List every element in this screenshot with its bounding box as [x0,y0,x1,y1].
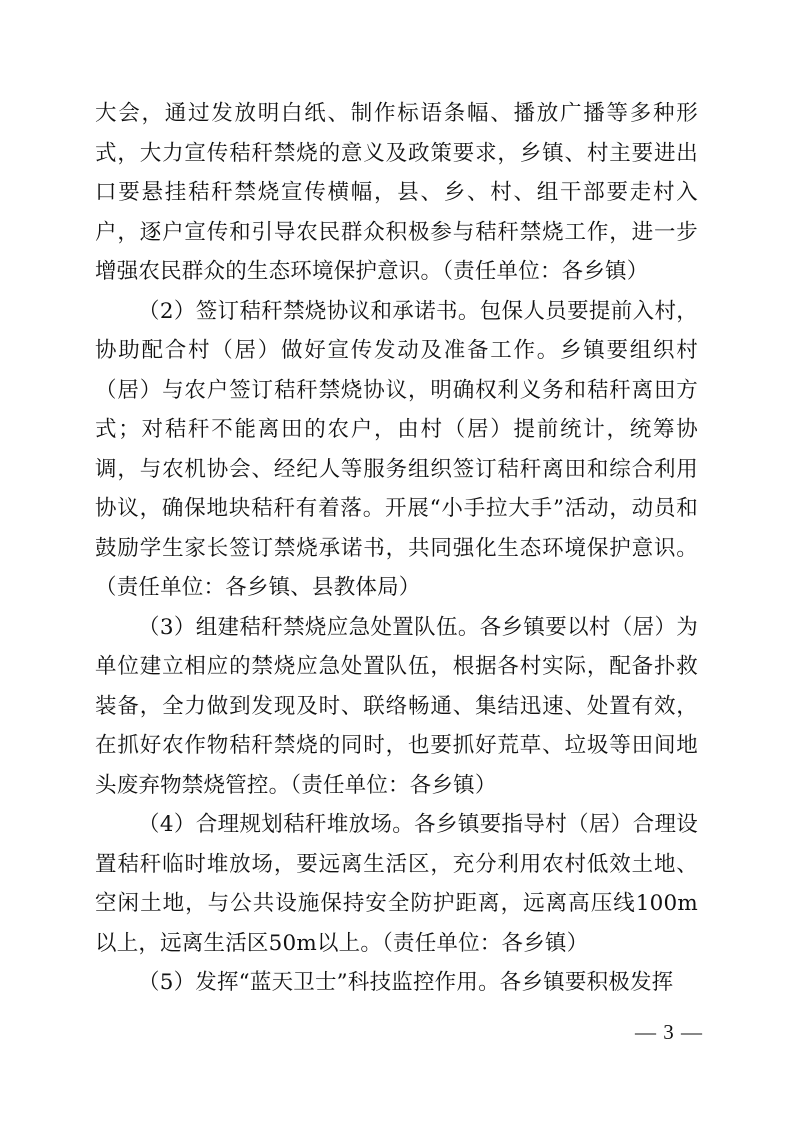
paragraph-continued: 大会，通过发放明白纸、制作标语条幅、播放广播等多种形式，大力宣传秸秆禁烧的意义及政策要求，乡镇、村主要进出口要悬挂秸秆禁烧宣传横幅，县、乡、村、组干部要走村入户，逐户宣传和引导农民群众积极参与秸秆禁烧工作，进一步增强农民群众的生态环境保护意识。（责任单位：各乡镇） [95,101,698,284]
paragraph-item-3: （3）组建秸秆禁烧应急处置队伍。各乡镇要以村（居）为单位建立相应的禁烧应急处置队伍，根据各村实际，配备扑救装备，全力做到发现及时、联络畅通、集结迅速、处置有效，在抓好农作物秸秆禁烧的同时，也要抓好荒草、垃圾等田间地头废弃物禁烧管控。（责任单位：各乡镇） [95,614,698,798]
paragraph-item-2: （2）签订秸秆禁烧协议和承诺书。包保人员要提前入村，协助配合村（居）做好宣传发动及准备工作。乡镇要组织村（居）与农户签订秸秆禁烧协议，明确权利义务和秸秆离田方式；对秸秆不能离田的农户，由村（居）提前统计，统筹协调，与农机协会、经纪人等服务组织签订秸秆离田和综合利用协议，确保地块秸秆有着落。开展“小手拉大手”活动，动员和鼓励学生家长签订禁烧承诺书，共同强化生态环境保护意识。（责任单位：各乡镇、县教体局） [95,298,698,600]
paragraph-item-4: （4）合理规划秸秆堆放场。各乡镇要指导村（居）合理设置秸秆临时堆放场，要远离生活区，充分利用农村低效土地、空闲土地，与公共设施保持安全防护距离，远离高压线100m以上，远离生活区50m以上。（责任单位：各乡镇） [95,812,698,956]
page-number: — 3 — [635,1020,703,1044]
paragraph-item-5: （5）发挥“蓝天卫士”科技监控作用。各乡镇要积极发挥 [138,970,674,995]
document-body [95,94,698,1003]
